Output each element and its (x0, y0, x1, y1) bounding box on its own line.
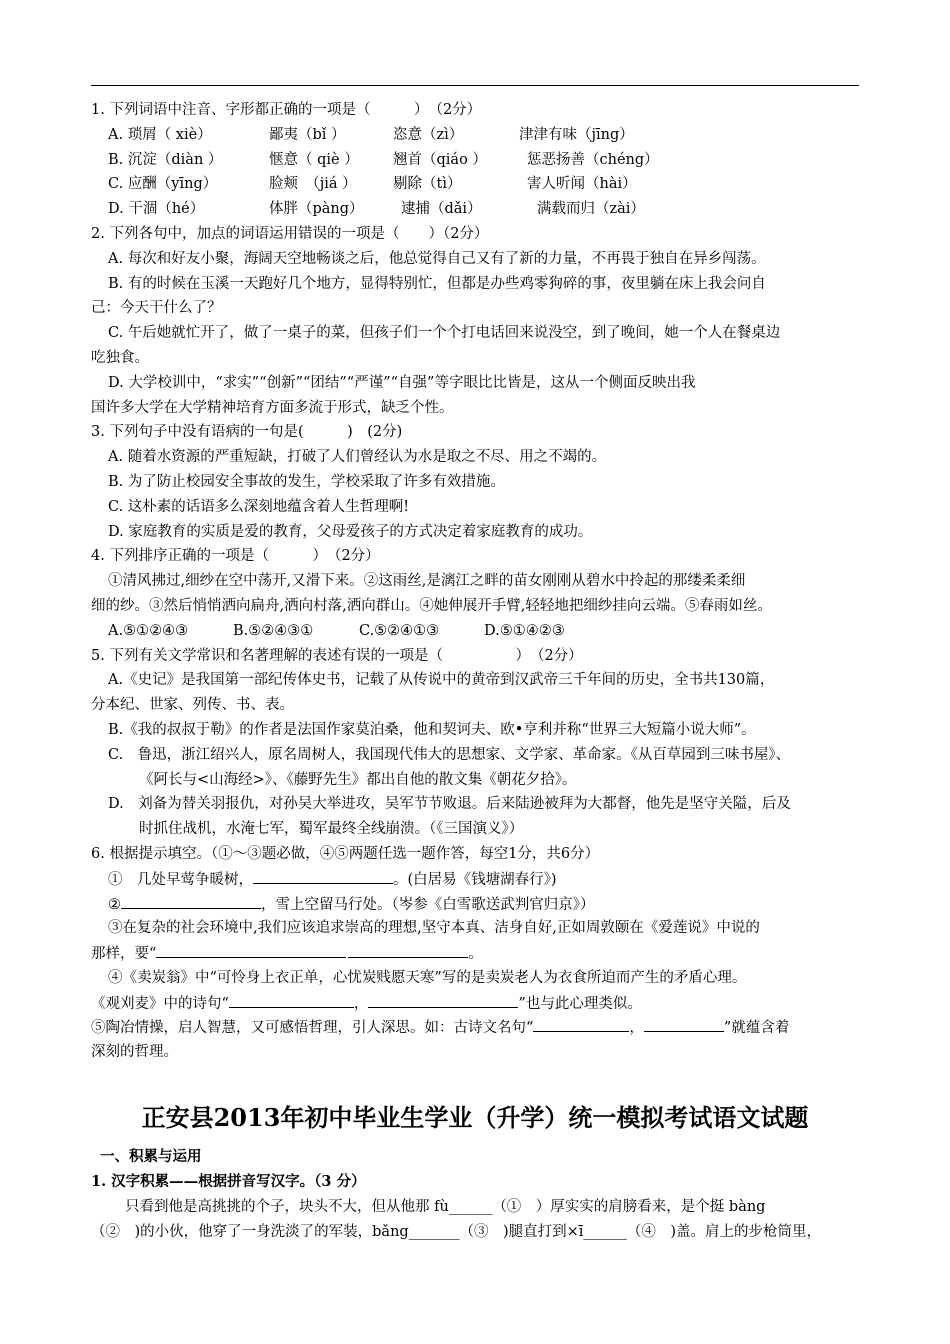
q2-option-d-line1: D. 大学校训中，“求实”“创新”“团结”“严谨”“自强”等字眼比比皆是，这从一个侧面反映出我 (108, 374, 696, 391)
q2-stem: 2. 下列各句中，加点的词语运用错误的一项是（ ）（2分） (91, 225, 489, 242)
answer-blank[interactable] (348, 941, 468, 958)
b-q1-passage-line1: 只看到他是高挑挑的个子，块头不大，但从他那 fù______（① ）厚实实的肩膀看来，是个挺 bàng (125, 1198, 766, 1215)
answer-blank[interactable] (156, 941, 346, 958)
exam-title: 正安县2013年初中毕业生学业（升学）统一模拟考试语文试题 (141, 1103, 809, 1132)
q5-option-a-line2: 分本纪、世家、列传、书、表。 (91, 697, 294, 714)
q6-stem: 6. 根据提示填空。（①～③题必做，④⑤两题任选一题作答，每空1分，共6分） (91, 845, 600, 862)
q1-option-a: A. 琐屑（ xiè） 鄙夷（bǐ ） 恣意（zì） 津津有味（jīng） (108, 126, 634, 143)
q3-option-a: A. 随着水资源的严重短缺，打破了人们曾经认为水是取之不尽、用之不竭的。 (108, 449, 607, 466)
q2-option-b-line2: 己：今天干什么了？ (91, 300, 222, 317)
q2-option-d-line2: 国许多大学在大学精神培育方面多流于形式，缺乏个性。 (91, 399, 454, 416)
q5-option-b: B.《我的叔叔于勒》的作者是法国作家莫泊桑，他和契诃夫、欧•亨利并称“世界三大短篇小说大师”。 (108, 721, 756, 738)
q6-item-2: ② ，雪上空留马行处。（岑参《白雪歌送武判官归京》） (91, 892, 861, 917)
q2-option-c-line2: 吃独食。 (91, 349, 149, 366)
q6-item-5-line1: ⑤陶冶情操，启人智慧，又可感悟哲理，引人深思。如：古诗文名句“ ， ”就蕴含着 (91, 1015, 861, 1040)
q6-item-1: ① 几处早莺争暖树， 。(白居易《钱塘湖春行》) (91, 867, 861, 892)
q5-option-c-line1: C. 鲁迅，浙江绍兴人，原名周树人，我国现代伟大的思想家、文学家、革命家。《从百草园到三味书屋》、 (108, 746, 791, 763)
q2-option-a: A. 每次和好友小聚，海阔天空地畅谈之后，他总觉得自己又有了新的力量，不再畏于独自在异乡闯荡。 (108, 250, 766, 267)
q3-stem: 3. 下列句子中没有语病的一句是( ) (2分) (91, 424, 403, 441)
answer-blank[interactable] (121, 892, 261, 909)
answer-blank[interactable] (253, 867, 393, 884)
q3-option-b: B. 为了防止校园安全事故的发生，学校采取了许多有效措施。 (108, 473, 505, 490)
q6-item-3-line1: ③在复杂的社会环境中,我们应该追求崇高的理想,坚守本真、洁身自好,正如周敦颐在《爱莲说》中说的 (108, 920, 760, 937)
q4-passage-line1: ①清风拂过,细纱在空中荡开,又滑下来。②这雨丝,是漓江之畔的苗女刚刚从碧水中拎起的那缕柔柔细 (108, 573, 746, 590)
b-q1-heading: 1. 汉字积累——根据拼音写汉字。（3 分） (91, 1173, 366, 1190)
upper-questions (91, 98, 861, 1065)
q6-item-4-line2: 《观刈麦》中的诗句“ ， ”也与此心理类似。 (91, 991, 861, 1016)
q5-option-d-line2: 时抓住战机，水淹七军，蜀军最终全线崩溃。（《三国演义》） (139, 821, 524, 838)
q1-option-b: B. 沉淀（diàn ） 惬意（ qiè ） 翘首（qiáo ） 惩恶扬善（chéng） (108, 151, 659, 168)
q1-option-d: D. 干涸（hé） 体胖（pàng） 逮捕（dǎi） 满载而归（zài） (108, 201, 645, 218)
q3-option-c: C. 这朴素的话语多么深刻地蕴含着人生哲理啊! (108, 498, 410, 515)
q2-option-c-line1: C. 午后她就忙开了，做了一桌子的菜，但孩子们一个个打电话回来说没空，到了晚间，她一个人在餐桌边 (108, 325, 781, 342)
q1-stem: 1. 下列词语中注音、字形都正确的一项是（ ） （2分） (91, 102, 482, 118)
q5-option-d-line1: D. 刘备为替关羽报仇，对孙吴大举进攻，吴军节节败退。后来陆逊被拜为大都督，他先是坚守关隘，后及 (108, 796, 791, 813)
q6-item-4-line1: ④《卖炭翁》中“可怜身上衣正单，心忧炭贱愿天寒”写的是卖炭老人为衣食所迫而产生的矛盾心理。 (108, 969, 747, 986)
answer-blank[interactable] (644, 1015, 724, 1032)
section-heading: 一、积累与运用 (100, 1148, 202, 1165)
header-rule (91, 85, 859, 86)
section-questions (91, 1170, 861, 1244)
answer-blank[interactable] (533, 1015, 629, 1032)
answer-blank[interactable] (229, 991, 354, 1008)
q4-passage-line2: 细的纱。③然后悄悄洒向扁舟,洒向村落,洒向群山。④她伸展开手臂,轻轻地把细纱挂向云端。⑤春雨如丝。 (91, 597, 772, 614)
answer-blank[interactable] (368, 991, 518, 1008)
b-q1-passage-line2: （② )的小伙，他穿了一身洗淡了的军装，bǎng_______（③ )腿直打到×ī______（④ )盖。肩上的步枪筒里， (91, 1223, 822, 1240)
q6-item-5-line2: 深刻的哲理。 (91, 1044, 178, 1061)
q5-stem: 5. 下列有关文学常识和名著理解的表述有误的一项是（ ） （2分） (91, 647, 583, 664)
q5-option-a-line1: A.《史记》是我国第一部纪传体史书，记载了从传说中的黄帝到汉武帝三千年间的历史，全书共130篇， (108, 672, 775, 689)
q2-option-b-line1: B. 有的时候在玉溪一天跑好几个地方，显得特别忙，但都是办些鸡零狗碎的事，夜里躺在床上我会问自 (108, 275, 766, 292)
q5-option-c-line2: 《阿长与<山海经>》、《藤野先生》都出自他的散文集《朝花夕拾》。 (139, 771, 577, 788)
q6-item-3-line2: 那样，要“ 。 (91, 941, 861, 966)
q4-options: A.⑤①②④③ B.⑤②④③① C.⑤②④①③ D.⑤①④②③ (108, 622, 565, 639)
q3-option-d: D. 家庭教育的实质是爱的教育，父母爱孩子的方式决定着家庭教育的成功。 (108, 523, 593, 540)
q1-option-c: C. 应酬（yīng） 脸颊 （jiá ） 剔除（tì） 害人听闻（hài） (108, 176, 637, 193)
q4-stem: 4. 下列排序正确的一项是（ ） （2分） (91, 548, 380, 565)
